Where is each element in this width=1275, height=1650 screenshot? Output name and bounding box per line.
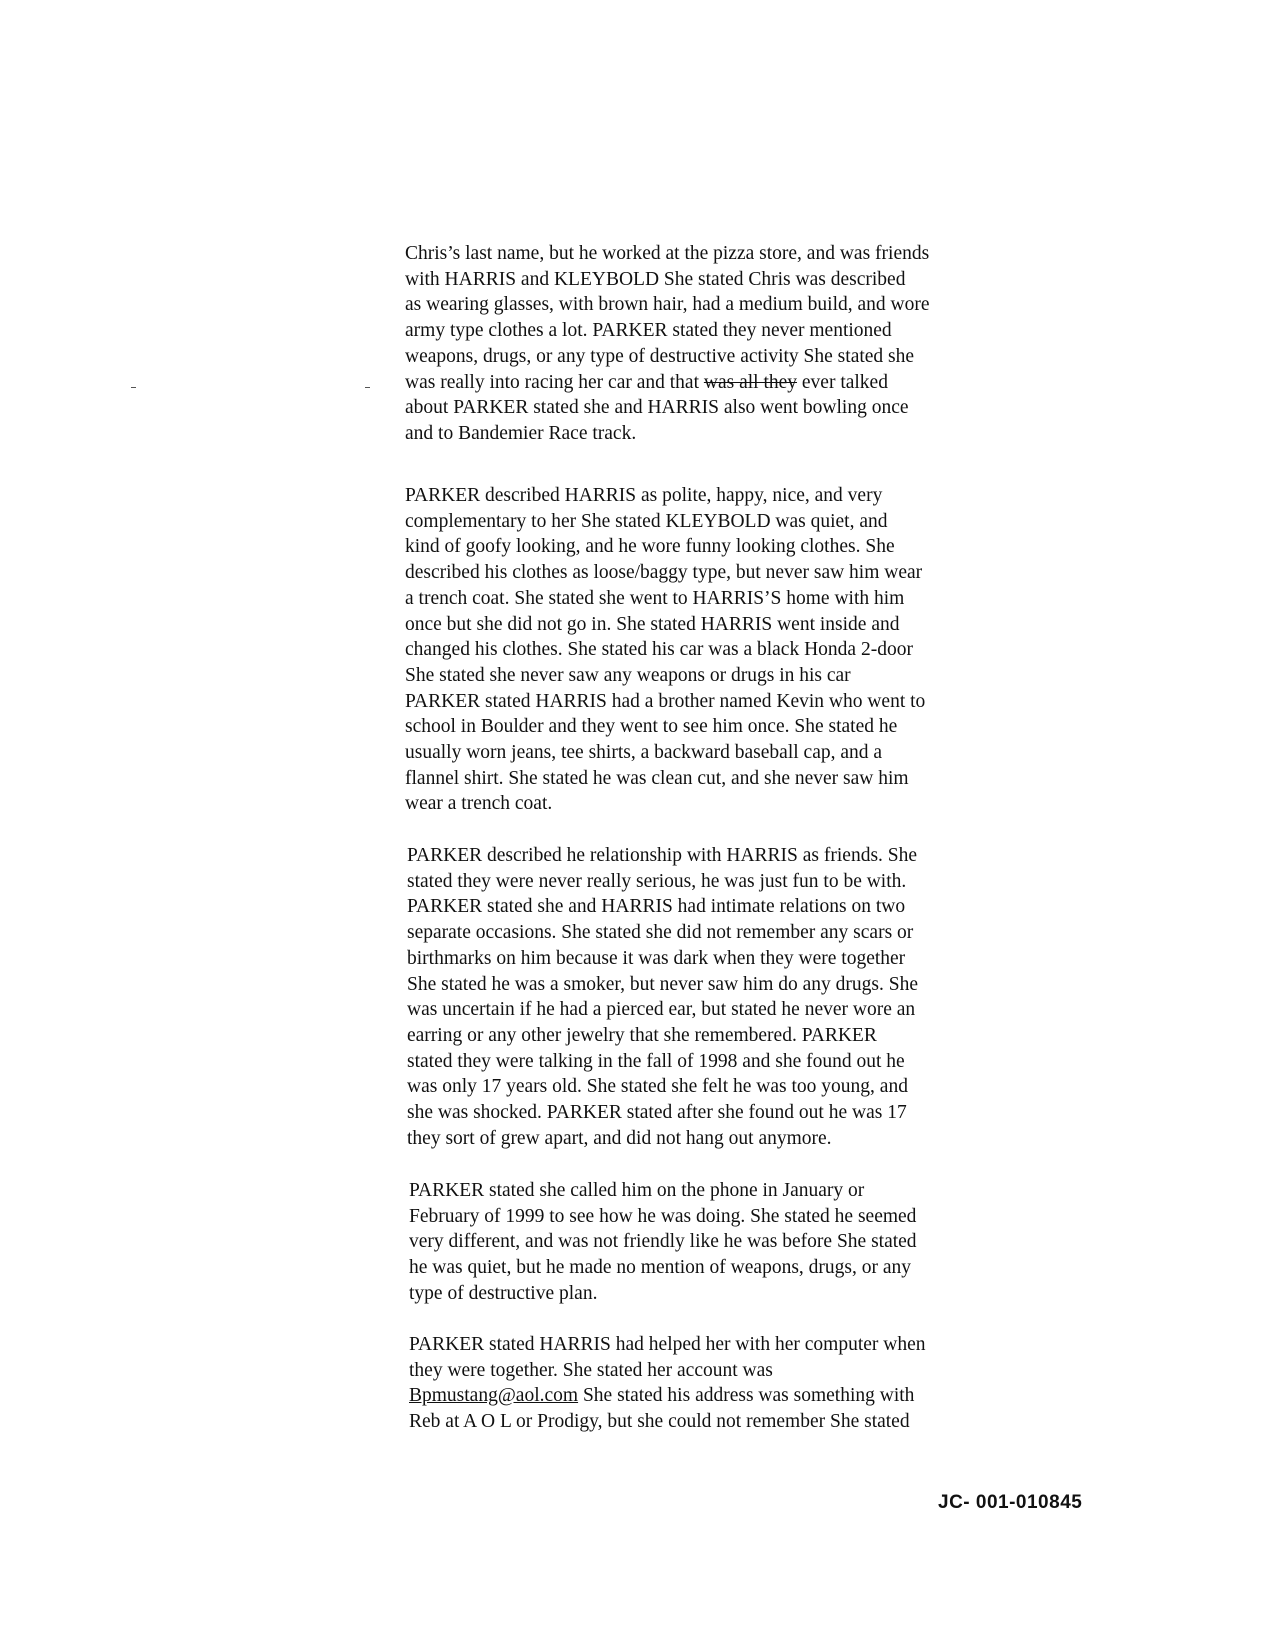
text-line: PARKER stated HARRIS had a brother named Kevin who went to: [405, 690, 926, 712]
text-line: described his clothes as loose/baggy type, but never saw him wear: [405, 562, 923, 584]
text-line: changed his clothes. She stated his car was a black Honda 2-door: [405, 639, 913, 661]
text-segment: She stated his address was something with: [578, 1385, 915, 1407]
text-line: stated they were talking in the fall of 1998 and she found out he: [407, 1050, 905, 1072]
text-line: separate occasions. She stated she did not remember any scars or: [407, 922, 914, 944]
text-line: weapons, drugs, or any type of destructive activity She stated she: [405, 345, 915, 367]
text-line: he was quiet, but he made no mention of weapons, drugs, or any: [409, 1257, 912, 1279]
text-line: PARKER stated she and HARRIS had intimate relations on two: [407, 896, 906, 918]
text-line: Chris’s last name, but he worked at the pizza store, and was friends: [405, 243, 930, 264]
text-line: they sort of grew apart, and did not hang out anymore.: [407, 1127, 832, 1149]
text-line: usually worn jeans, tee shirts, a backward baseball cap, and a: [405, 742, 883, 764]
scan-mark-right: [365, 387, 370, 388]
text-line: She stated she never saw any weapons or drugs in his car: [405, 664, 851, 686]
text-line: very different, and was not friendly like he was before She stated: [409, 1231, 917, 1253]
text-line: birthmarks on him because it was dark when they were together: [407, 947, 906, 969]
paragraph-5: [409, 1332, 926, 1435]
paragraph-3: [407, 843, 918, 1151]
scan-mark-left: [131, 387, 136, 388]
text-line-with-strikeout: [405, 370, 930, 396]
text-line: as wearing glasses, with brown hair, had a medium build, and wore: [405, 294, 930, 316]
text-line: was only 17 years old. She stated she felt he was too young, and: [407, 1076, 908, 1098]
text-line: and to Bandemier Race track.: [405, 422, 637, 444]
struck-out-text: was all they: [703, 371, 798, 393]
text-line: army type clothes a lot. PARKER stated they never mentioned: [405, 320, 892, 342]
text-line: was uncertain if he had a pierced ear, but stated he never wore an: [407, 999, 916, 1021]
text-line: they were together. She stated her account was: [409, 1359, 773, 1381]
text-line: stated they were never really serious, he was just fun to be with.: [407, 870, 907, 892]
text-line: PARKER described he relationship with HARRIS as friends. She: [407, 845, 918, 866]
text-line: type of destructive plan.: [409, 1282, 598, 1304]
paragraph-4: [409, 1178, 917, 1307]
email-address: Bpmustang@aol.com: [409, 1385, 579, 1407]
text-line: about PARKER stated she and HARRIS also went bowling once: [405, 397, 909, 419]
text-line: school in Boulder and they went to see him once. She stated he: [405, 716, 898, 738]
text-line: PARKER stated she called him on the phone in January or: [409, 1180, 865, 1201]
text-line: flannel shirt. She stated he was clean cut, and she never saw him: [405, 767, 909, 789]
paragraph-1: [405, 241, 930, 447]
document-id-stamp: JC- 001-010845: [938, 1492, 1083, 1513]
text-line: complementary to her She stated KLEYBOLD was quiet, and: [405, 510, 888, 532]
text-line: with HARRIS and KLEYBOLD She stated Chris was described: [405, 268, 906, 290]
text-line: earring or any other jewelry that she remembered. PARKER: [407, 1024, 877, 1046]
text-line: a trench coat. She stated she went to HARRIS’S home with him: [405, 587, 905, 609]
text-line: once but she did not go in. She stated HARRIS went inside and: [405, 613, 900, 635]
text-line: Reb at A O L or Prodigy, but she could not remember She stated: [409, 1411, 910, 1433]
text-line-with-email: [409, 1383, 926, 1409]
text-segment: was really into racing her car and that: [405, 371, 704, 393]
paragraph-2: [405, 483, 925, 817]
text-line: PARKER described HARRIS as polite, happy, nice, and very: [405, 485, 883, 506]
text-line: PARKER stated HARRIS had helped her with her computer when: [409, 1334, 926, 1355]
text-line: wear a trench coat.: [405, 793, 553, 815]
text-segment: ever talked: [797, 371, 888, 393]
text-line: kind of goofy looking, and he wore funny looking clothes. She: [405, 536, 895, 558]
text-line: February of 1999 to see how he was doing. She stated he seemed: [409, 1205, 917, 1227]
text-line: She stated he was a smoker, but never saw him do any drugs. She: [407, 973, 918, 995]
text-line: she was shocked. PARKER stated after she found out he was 17: [407, 1102, 907, 1124]
